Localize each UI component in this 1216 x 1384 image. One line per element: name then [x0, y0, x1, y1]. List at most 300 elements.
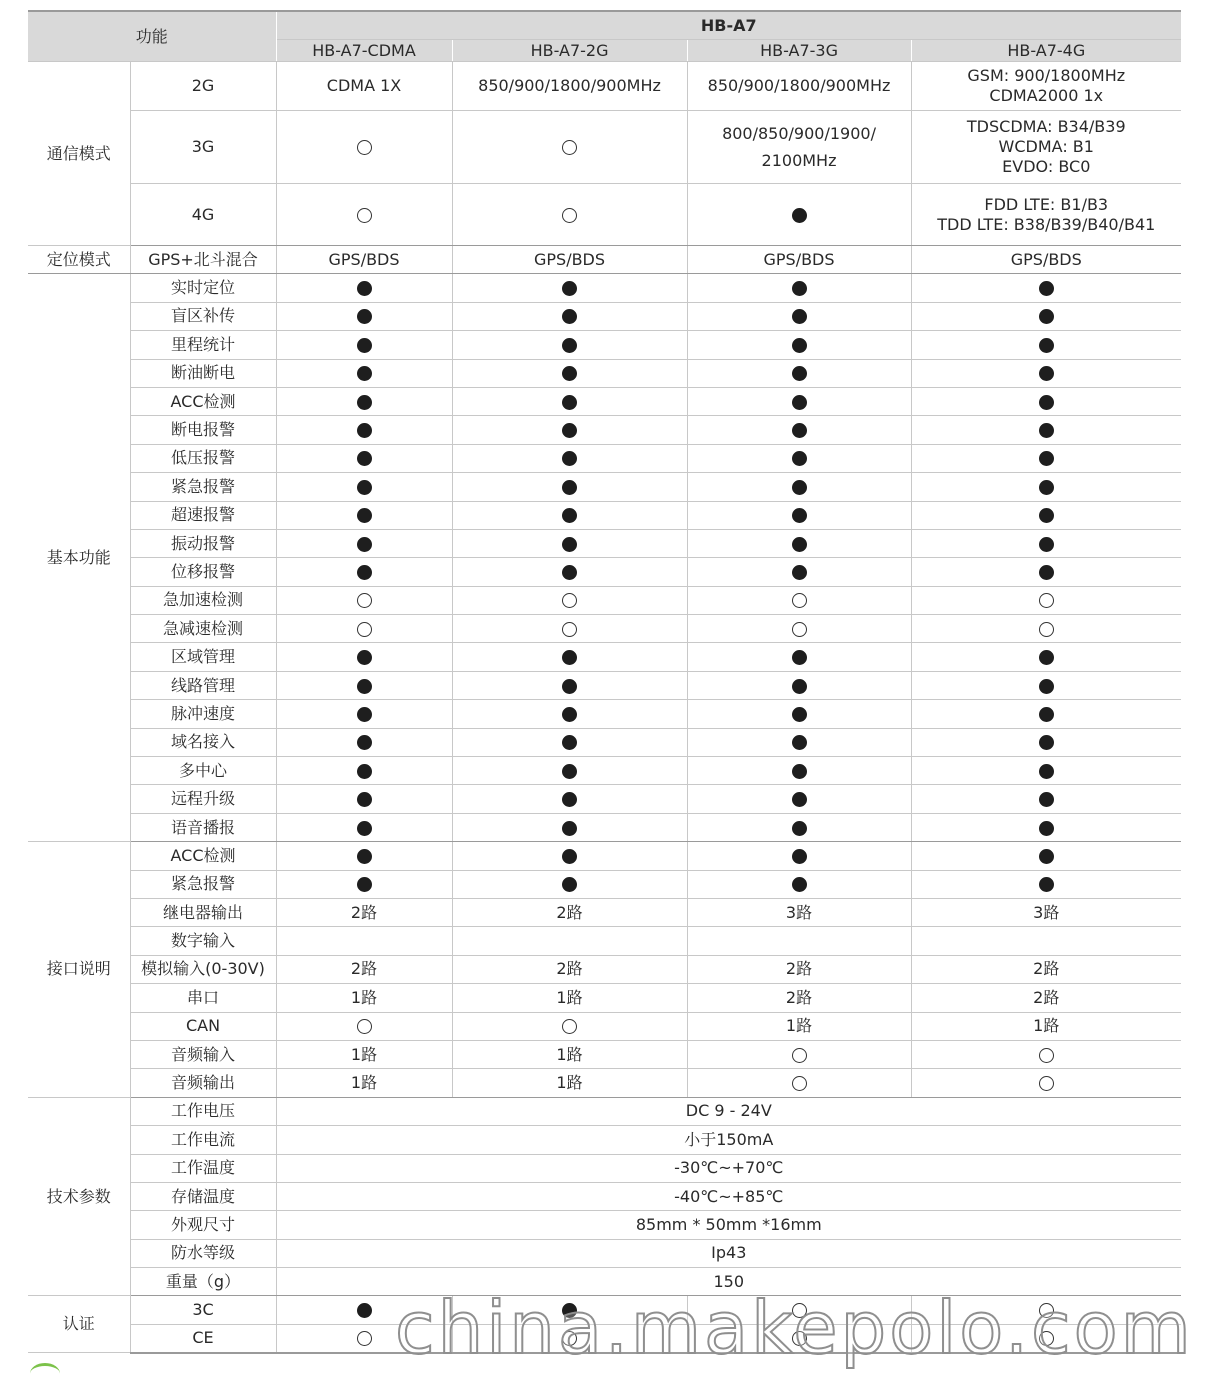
- cell-line: FDD LTE: B1/B3: [984, 194, 1109, 214]
- model-header-2g: HB-A7-2G: [452, 40, 687, 62]
- cell-value: [276, 586, 452, 614]
- feature-label: 4G: [130, 184, 276, 246]
- table-row: [28, 984, 1181, 1012]
- cell-line: EVDO: BC0: [1002, 157, 1091, 176]
- feature-label: 语音播报: [130, 813, 276, 841]
- spec-value: -30℃~+70℃: [276, 1154, 1181, 1182]
- cell-value: [276, 558, 452, 586]
- optional-circle-icon: [792, 622, 807, 637]
- supported-dot-icon: [357, 281, 372, 296]
- logo-arc-icon: [30, 1363, 60, 1384]
- optional-circle-icon: [1039, 1076, 1054, 1091]
- cell-value: [276, 387, 452, 415]
- model-header-cdma: HB-A7-CDMA: [276, 40, 452, 62]
- watermark: china.makepolo.com: [395, 1286, 1194, 1370]
- cell-value: [276, 615, 452, 643]
- feature-label: 振动报警: [130, 529, 276, 557]
- cell-value: [452, 501, 687, 529]
- table-row: [28, 1211, 1181, 1239]
- supported-dot-icon: [562, 423, 577, 438]
- cell-value: 1路: [276, 984, 452, 1012]
- feature-label: 超速报警: [130, 501, 276, 529]
- supported-dot-icon: [1039, 650, 1054, 665]
- category-comm-mode: 通信模式: [28, 62, 130, 246]
- feature-label: 域名接入: [130, 728, 276, 756]
- cell-value: [911, 643, 1181, 671]
- table-row: [28, 416, 1181, 444]
- cell-value: 3路: [687, 898, 911, 926]
- cell-value: [276, 274, 452, 302]
- feature-label: 里程统计: [130, 331, 276, 359]
- cell-value: [911, 700, 1181, 728]
- cell-value: [276, 813, 452, 841]
- table-row: [28, 700, 1181, 728]
- optional-circle-icon: [357, 208, 372, 223]
- cell-value: 1路: [452, 1069, 687, 1097]
- table-row: [28, 842, 1181, 870]
- cell-line: 800/850/900/1900/: [722, 124, 876, 143]
- optional-circle-icon: [562, 1331, 577, 1346]
- cell-value: [687, 558, 911, 586]
- supported-dot-icon: [792, 480, 807, 495]
- cell-value: [687, 927, 911, 955]
- cell-value: [911, 870, 1181, 898]
- supported-dot-icon: [562, 281, 577, 296]
- supported-dot-icon: [1039, 309, 1054, 324]
- cell-value: [276, 331, 452, 359]
- feature-label: 音频输入: [130, 1040, 276, 1068]
- supported-dot-icon: [792, 849, 807, 864]
- cell-value: [687, 1296, 911, 1324]
- supported-dot-icon: [792, 338, 807, 353]
- feature-label: 继电器输出: [130, 898, 276, 926]
- cell-value: [911, 1296, 1181, 1324]
- supported-dot-icon: [357, 735, 372, 750]
- cell-line: TDD LTE: B38/B39/B40/B41: [937, 214, 1156, 234]
- supported-dot-icon: [357, 650, 372, 665]
- table-row: [28, 813, 1181, 841]
- table-row: [28, 1126, 1181, 1154]
- supported-dot-icon: [792, 565, 807, 580]
- supported-dot-icon: [792, 309, 807, 324]
- feature-label: 2G: [130, 62, 276, 111]
- cell-value: [687, 813, 911, 841]
- cell-value: 2路: [687, 955, 911, 983]
- cell-value: [687, 387, 911, 415]
- spec-value: DC 9 - 24V: [276, 1097, 1181, 1125]
- supported-dot-icon: [562, 707, 577, 722]
- feature-label: 实时定位: [130, 274, 276, 302]
- cell-value: [687, 416, 911, 444]
- supported-dot-icon: [357, 366, 372, 381]
- cell-value: [452, 813, 687, 841]
- table-row: [28, 359, 1181, 387]
- table-row: [28, 1324, 1181, 1352]
- optional-circle-icon: [357, 1331, 372, 1346]
- cell-value: [911, 671, 1181, 699]
- cell-value: [687, 586, 911, 614]
- cell-value: GPS/BDS: [452, 246, 687, 274]
- cell-value: [452, 643, 687, 671]
- cell-value: [452, 1296, 687, 1324]
- cell-value: [687, 501, 911, 529]
- cell-value: [687, 444, 911, 472]
- optional-circle-icon: [357, 1019, 372, 1034]
- supported-dot-icon: [562, 395, 577, 410]
- optional-circle-icon: [792, 1303, 807, 1318]
- supported-dot-icon: [357, 423, 372, 438]
- feature-label: 低压报警: [130, 444, 276, 472]
- feature-label: 工作电压: [130, 1097, 276, 1125]
- supported-dot-icon: [792, 650, 807, 665]
- cell-value: [452, 184, 687, 246]
- cell-value: [687, 1069, 911, 1097]
- cell-value: [276, 501, 452, 529]
- cell-value: [452, 1012, 687, 1040]
- cell-value: [452, 359, 687, 387]
- cell-value: [911, 927, 1181, 955]
- cell-value: [452, 274, 687, 302]
- feature-label: 区域管理: [130, 643, 276, 671]
- table-row: [28, 1239, 1181, 1267]
- feature-label: CAN: [130, 1012, 276, 1040]
- optional-circle-icon: [562, 140, 577, 155]
- supported-dot-icon: [562, 565, 577, 580]
- supported-dot-icon: [562, 792, 577, 807]
- feature-label: ACC检测: [130, 842, 276, 870]
- cell-value: [276, 444, 452, 472]
- table-row: [28, 728, 1181, 756]
- supported-dot-icon: [1039, 792, 1054, 807]
- feature-label: 紧急报警: [130, 870, 276, 898]
- feature-label: 数字输入: [130, 927, 276, 955]
- model-group-header: HB-A7: [276, 11, 1181, 40]
- spec-table: [28, 10, 1181, 1354]
- cell-value: GPS/BDS: [911, 246, 1181, 274]
- cell-value: 2路: [276, 955, 452, 983]
- feature-label: 存储温度: [130, 1182, 276, 1210]
- cell-value: 2路: [452, 955, 687, 983]
- table-row: [28, 643, 1181, 671]
- table-row: [28, 473, 1181, 501]
- cell-value: [911, 274, 1181, 302]
- spec-value: Ip43: [276, 1239, 1181, 1267]
- table-row: [28, 62, 1181, 111]
- cell-value: [452, 586, 687, 614]
- feature-label: CE: [130, 1324, 276, 1352]
- cell-value: 3路: [911, 898, 1181, 926]
- optional-circle-icon: [562, 593, 577, 608]
- supported-dot-icon: [357, 480, 372, 495]
- optional-circle-icon: [562, 622, 577, 637]
- optional-circle-icon: [792, 1331, 807, 1346]
- optional-circle-icon: [357, 140, 372, 155]
- supported-dot-icon: [357, 821, 372, 836]
- optional-circle-icon: [1039, 1303, 1054, 1318]
- cell-value: [452, 416, 687, 444]
- cell-value: [687, 671, 911, 699]
- supported-dot-icon: [1039, 877, 1054, 892]
- supported-dot-icon: [1039, 537, 1054, 552]
- cell-value: [911, 302, 1181, 330]
- cell-value: 850/900/1800/900MHz: [687, 62, 911, 111]
- spec-value: -40℃~+85℃: [276, 1182, 1181, 1210]
- optional-circle-icon: [357, 622, 372, 637]
- supported-dot-icon: [357, 1303, 372, 1318]
- table-row: [28, 927, 1181, 955]
- cell-value: CDMA 1X: [276, 62, 452, 111]
- supported-dot-icon: [562, 366, 577, 381]
- supported-dot-icon: [1039, 565, 1054, 580]
- cell-value: [276, 416, 452, 444]
- feature-label: 串口: [130, 984, 276, 1012]
- cell-value: [452, 615, 687, 643]
- cell-value: [911, 416, 1181, 444]
- cell-value: [452, 387, 687, 415]
- optional-circle-icon: [1039, 593, 1054, 608]
- category-basic-functions: 基本功能: [28, 274, 130, 842]
- cell-value: [911, 184, 1181, 246]
- cell-value: GPS/BDS: [276, 246, 452, 274]
- cell-line: CDMA2000 1x: [989, 86, 1104, 105]
- optional-circle-icon: [1039, 1048, 1054, 1063]
- cell-value: [687, 1040, 911, 1068]
- table-row: [28, 1012, 1181, 1040]
- optional-circle-icon: [792, 1048, 807, 1063]
- supported-dot-icon: [792, 451, 807, 466]
- cell-value: [911, 1324, 1181, 1352]
- optional-circle-icon: [792, 593, 807, 608]
- feature-label: 紧急报警: [130, 473, 276, 501]
- supported-dot-icon: [792, 208, 807, 223]
- cell-value: [911, 842, 1181, 870]
- feature-label: 3C: [130, 1296, 276, 1324]
- feature-label: 线路管理: [130, 671, 276, 699]
- supported-dot-icon: [792, 395, 807, 410]
- cell-value: 1路: [687, 1012, 911, 1040]
- supported-dot-icon: [357, 537, 372, 552]
- table-row: [28, 1182, 1181, 1210]
- cell-value: [452, 785, 687, 813]
- cell-value: [452, 302, 687, 330]
- optional-circle-icon: [792, 1076, 807, 1091]
- table-row: [28, 757, 1181, 785]
- cell-value: [276, 842, 452, 870]
- supported-dot-icon: [357, 679, 372, 694]
- supported-dot-icon: [357, 338, 372, 353]
- feature-label: 脉冲速度: [130, 700, 276, 728]
- cell-value: [452, 842, 687, 870]
- cell-value: [687, 870, 911, 898]
- cell-value: 2路: [452, 898, 687, 926]
- supported-dot-icon: [1039, 451, 1054, 466]
- table-row: [28, 111, 1181, 184]
- table-row: [28, 671, 1181, 699]
- supported-dot-icon: [1039, 508, 1054, 523]
- cell-value: [452, 111, 687, 184]
- supported-dot-icon: [357, 792, 372, 807]
- cell-value: [276, 671, 452, 699]
- feature-label: 断电报警: [130, 416, 276, 444]
- optional-circle-icon: [562, 208, 577, 223]
- table-row: [28, 870, 1181, 898]
- feature-label: 工作温度: [130, 1154, 276, 1182]
- model-header-4g: HB-A7-4G: [911, 40, 1181, 62]
- cell-value: 2路: [911, 984, 1181, 1012]
- cell-value: [911, 615, 1181, 643]
- supported-dot-icon: [562, 735, 577, 750]
- category-positioning-mode: 定位模式: [28, 246, 130, 274]
- table-row: [28, 1069, 1181, 1097]
- cell-value: [276, 927, 452, 955]
- cell-value: [911, 757, 1181, 785]
- cell-value: GPS/BDS: [687, 246, 911, 274]
- feature-label: 位移报警: [130, 558, 276, 586]
- cell-value: [452, 529, 687, 557]
- cell-value: [276, 359, 452, 387]
- supported-dot-icon: [792, 707, 807, 722]
- cell-value: [276, 1324, 452, 1352]
- supported-dot-icon: [1039, 281, 1054, 296]
- model-header-3g: HB-A7-3G: [687, 40, 911, 62]
- cell-line: TDSCDMA: B34/B39: [966, 117, 1126, 136]
- cell-value: [687, 359, 911, 387]
- table-row: [28, 387, 1181, 415]
- supported-dot-icon: [562, 480, 577, 495]
- supported-dot-icon: [792, 281, 807, 296]
- cell-value: [452, 870, 687, 898]
- cell-value: [911, 387, 1181, 415]
- supported-dot-icon: [562, 537, 577, 552]
- cell-value: [687, 700, 911, 728]
- supported-dot-icon: [357, 849, 372, 864]
- supported-dot-icon: [1039, 821, 1054, 836]
- cell-value: [911, 359, 1181, 387]
- cell-value: 1路: [276, 1069, 452, 1097]
- supported-dot-icon: [562, 849, 577, 864]
- cell-line: 2100MHz: [761, 151, 837, 170]
- cell-value: [911, 558, 1181, 586]
- supported-dot-icon: [357, 309, 372, 324]
- supported-dot-icon: [1039, 735, 1054, 750]
- table-row: [28, 274, 1181, 302]
- cell-value: [452, 700, 687, 728]
- cell-value: [687, 728, 911, 756]
- spec-body: [28, 62, 1181, 1353]
- table-row: [28, 898, 1181, 926]
- table-row: [28, 246, 1181, 274]
- table-row: [28, 586, 1181, 614]
- category-tech-params: 技术参数: [28, 1097, 130, 1296]
- supported-dot-icon: [1039, 480, 1054, 495]
- table-row: [28, 785, 1181, 813]
- supported-dot-icon: [1039, 366, 1054, 381]
- cell-value: [687, 1324, 911, 1352]
- table-row: [28, 444, 1181, 472]
- cell-value: [452, 757, 687, 785]
- cell-value: 2路: [911, 955, 1181, 983]
- cell-value: 1路: [452, 984, 687, 1012]
- cell-value: 2路: [687, 984, 911, 1012]
- cell-value: [911, 1069, 1181, 1097]
- cell-value: [276, 757, 452, 785]
- optional-circle-icon: [357, 593, 372, 608]
- cell-value: [687, 643, 911, 671]
- cell-value: [452, 444, 687, 472]
- cell-value: 850/900/1800/900MHz: [452, 62, 687, 111]
- supported-dot-icon: [792, 764, 807, 779]
- optional-circle-icon: [562, 1019, 577, 1034]
- cell-value: [452, 671, 687, 699]
- supported-dot-icon: [357, 764, 372, 779]
- function-header: 功能: [28, 11, 276, 62]
- supported-dot-icon: [792, 821, 807, 836]
- feature-label: 远程升级: [130, 785, 276, 813]
- feature-label: 外观尺寸: [130, 1211, 276, 1239]
- supported-dot-icon: [562, 508, 577, 523]
- supported-dot-icon: [1039, 849, 1054, 864]
- table-row: [28, 529, 1181, 557]
- table-row: [28, 184, 1181, 246]
- cell-value: [911, 1040, 1181, 1068]
- cell-value: [911, 785, 1181, 813]
- cell-line: GSM: 900/1800MHz: [967, 66, 1126, 85]
- cell-value: [911, 501, 1181, 529]
- supported-dot-icon: [562, 451, 577, 466]
- cell-value: [452, 331, 687, 359]
- supported-dot-icon: [357, 451, 372, 466]
- supported-dot-icon: [357, 565, 372, 580]
- table-row: [28, 501, 1181, 529]
- cell-value: [276, 473, 452, 501]
- cell-value: [911, 62, 1181, 111]
- cell-value: [276, 643, 452, 671]
- cell-value: [687, 842, 911, 870]
- supported-dot-icon: [792, 423, 807, 438]
- feature-label: 断油断电: [130, 359, 276, 387]
- supported-dot-icon: [562, 764, 577, 779]
- table-row: [28, 615, 1181, 643]
- supported-dot-icon: [562, 877, 577, 892]
- feature-label: 音频输出: [130, 1069, 276, 1097]
- cell-value: 2路: [276, 898, 452, 926]
- cell-value: [276, 529, 452, 557]
- table-row: [28, 331, 1181, 359]
- category-interface: 接口说明: [28, 842, 130, 1098]
- feature-label: 多中心: [130, 757, 276, 785]
- spec-value: 150: [276, 1268, 1181, 1296]
- supported-dot-icon: [1039, 395, 1054, 410]
- table-row: [28, 955, 1181, 983]
- table-row: [28, 1097, 1181, 1125]
- supported-dot-icon: [562, 338, 577, 353]
- feature-label: 急减速检测: [130, 615, 276, 643]
- cell-value: 1路: [276, 1040, 452, 1068]
- cell-value: [687, 785, 911, 813]
- cell-value: [276, 728, 452, 756]
- cell-value: [276, 1012, 452, 1040]
- cell-value: [911, 728, 1181, 756]
- cell-value: [687, 184, 911, 246]
- feature-label: GPS+北斗混合: [130, 246, 276, 274]
- category-certification: 认证: [28, 1296, 130, 1353]
- cell-value: [687, 615, 911, 643]
- supported-dot-icon: [357, 877, 372, 892]
- supported-dot-icon: [1039, 338, 1054, 353]
- table-row: [28, 1154, 1181, 1182]
- supported-dot-icon: [562, 821, 577, 836]
- cell-value: [276, 111, 452, 184]
